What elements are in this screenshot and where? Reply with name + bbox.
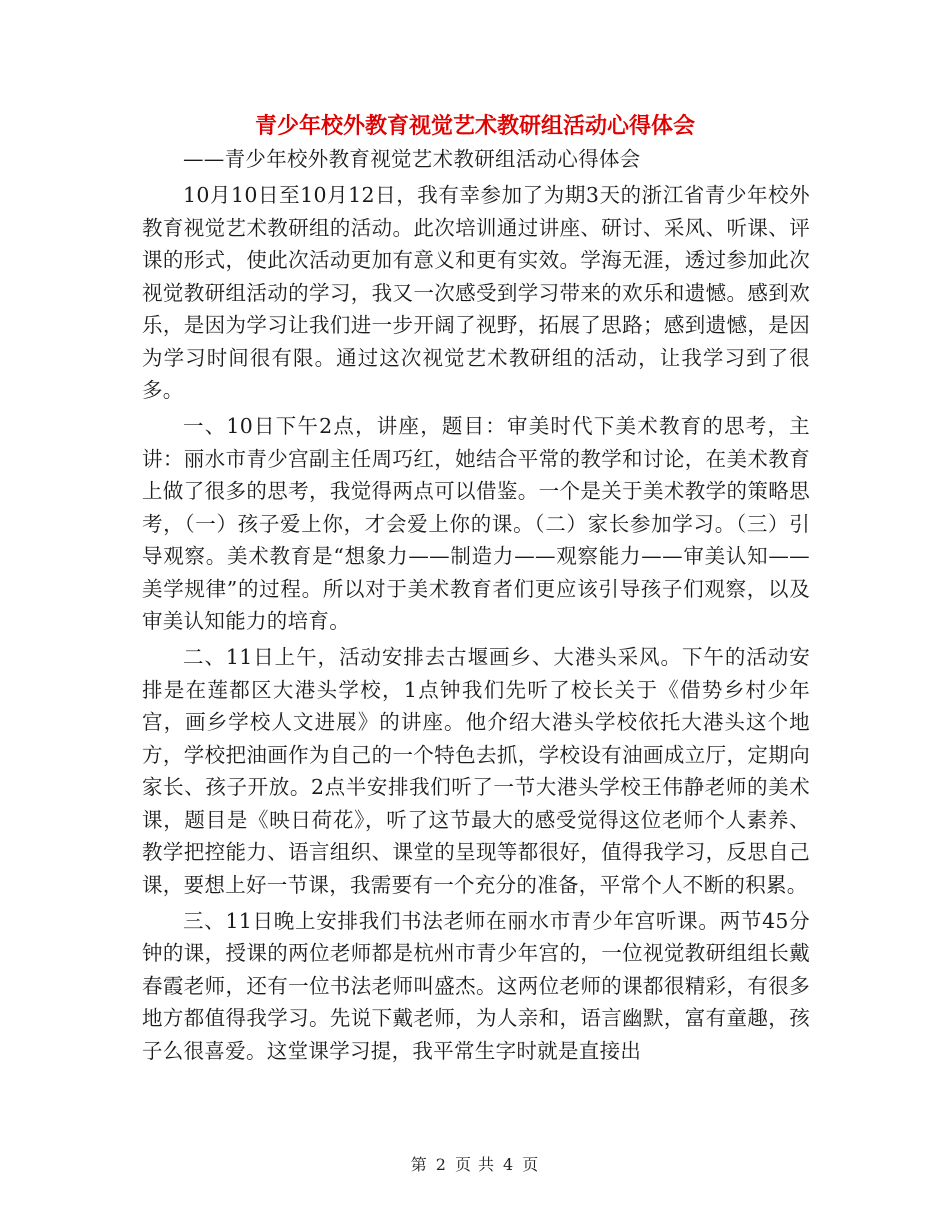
- footer-prefix: 第: [410, 1155, 428, 1174]
- total-page-count: 4: [503, 1155, 515, 1174]
- paragraph-section-1: 一、10日下午2点，讲座，题目：审美时代下美术教育的思考，主讲：丽水市青少宫副主任周巧红，她结合平常的教学和讨论，在美术教育上做了很多的思考，我觉得两点可以借鉴。一个是关于美术教学的策略思考，（一）孩子爱上你，才会爱上你的课。（二）家长参加学习。（三）引导观察。美术教育是“想象力——制造力——观察能力——审美认知——美学规律”的过程。所以对于美术教育者们更应该引导孩子们观察，以及审美认知能力的培育。: [142, 414, 810, 633]
- document-subtitle: ——青少年校外教育视觉艺术教研组活动心得体会: [183, 147, 641, 171]
- current-page-number: 2: [435, 1155, 447, 1174]
- document-title: 青少年校外教育视觉艺术教研组活动心得体会: [254, 113, 695, 139]
- footer-suffix: 页: [522, 1155, 540, 1174]
- footer-middle: 页 共: [454, 1155, 496, 1174]
- paragraph-intro: 10月10日至10月12日，我有幸参加了为期3天的浙江省青少年校外教育视觉艺术教研组的活动。此次培训通过讲座、研讨、采风、听课、评课的形式，使此次活动更加有意义和更有实效。学海无涯，透过参加此次视觉教研组活动的学习，我又一次感受到学习带来的欢乐和遗憾。感到欢乐，是因为学习让我们进一步开阔了视野，拓展了思路；感到遗憾，是因为学习时间很有限。通过这次视觉艺术教研组的活动，让我学习到了很多。: [142, 183, 810, 402]
- document-body: [142, 143, 810, 1067]
- paragraph-section-3: 三、11日晚上安排我们书法老师在丽水市青少年宫听课。两节45分钟的课，授课的两位老师都是杭州市青少年宫的，一位视觉教研组组长戴春霞老师，还有一位书法老师叫盛杰。这两位老师的课都很精彩，有很多地方都值得我学习。先说下戴老师，为人亲和，语言幽默，富有童趣，孩子么很喜爱。这堂课学习提，我平常生字时就是直接出: [142, 908, 810, 1063]
- page-footer: [0, 1153, 950, 1177]
- paragraph-section-2: 二、11日上午，活动安排去古堰画乡、大港头采风。下午的活动安排是在莲都区大港头学校，1点钟我们先听了校长关于《借势乡村少年宫，画乡学校人文进展》的讲座。他介绍大港头学校依托大港头这个地方，学校把油画作为自己的一个特色去抓，学校设有油画成立厅，定期向家长、孩子开放。2点半安排我们听了一节大港头学校王伟静老师的美术课，题目是《映日荷花》，听了这节最大的感受觉得这位老师个人素养、教学把控能力、语言组织、课堂的呈现等都很好，值得我学习，反思自己课，要想上好一节课，我需要有一个充分的准备，平常个人不断的积累。: [142, 645, 810, 897]
